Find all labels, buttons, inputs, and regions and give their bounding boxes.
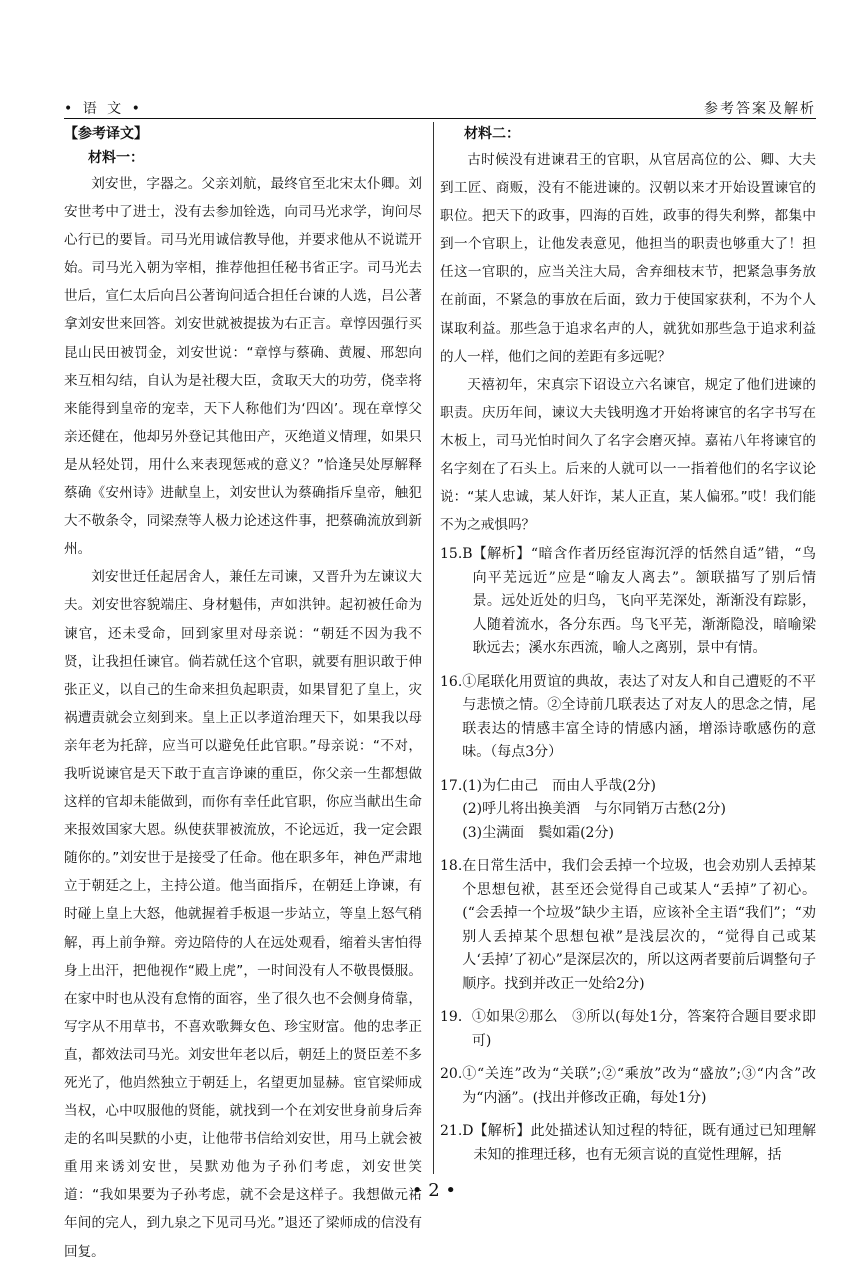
column-divider — [433, 122, 434, 1174]
header-rule — [64, 118, 816, 119]
paragraph: 古时候没有进谏君王的官职，从官居高位的公、卿、大夫到工匠、商贩，没有不能进谏的。汉朝以来才开始设置谏官的职位。把天下的政事，四海的百姓，政事的得失利弊，都集中到一个官职上，让他发表意见，他担当的职责也够重大了！担任这一官职的，应当关注大局，舍弃细枝末节，把紧急事务放在前面，不紧急的事放在后面，致力于使国家获利，不为个人谋取利益。那些急于追求名声的人，就犹如那些急于追求利益的人一样，他们之间的差距有多远呢？ — [440, 152, 816, 365]
answer-number: 21.D — [440, 1123, 474, 1140]
answer-text: (1)为仁由己 而由人乎哉(2分) — [462, 777, 656, 794]
answer-subline: (3)尘满面 鬓如霜(2分) — [462, 824, 614, 841]
paragraph: 刘安世迁任起居舍人，兼任左司谏，又晋升为左谏议大夫。刘安世容貌端庄、身材魁伟，声如洪钟。起初被任命为谏官，还未受命，回到家里对母亲说：“朝廷不因为我不贤，让我担任谏官。倘若就任这个官职，就要有胆识敢于伸张正义，以自己的生命来担负起职责，如果冒犯了皇上，灾祸遭责就会立刻到来。皇上正以孝道治理天下，如果我以母亲年老为托辞，应当可以避免任此官职。”母亲说：“不对，我听说谏官是天下敢于直言诤谏的重臣，你父亲一生都想做这样的官却未能做到，而你有幸任此官职，你应当献出生命来报效国家大恩。纵使获罪被流放，不论远近，我一定会跟随你的。”刘安世于是接受了任命。他在职多年，神色严肃地立于朝廷之上，主持公道。他当面指斥，在朝廷上诤谏，有时碰上皇上大怒，他就握着手板退一步站立，等皇上怒气稍解，再上前争辩。旁边陪侍的人在远处观看，缩着头害怕得身上出汗，把他视作“殿上虎”，一时间没有人不敬畏慑服。在家中时也从没有怠惰的面容，坐了很久也不会侧身倚靠，写字从不用草书，不喜欢歌舞女色、珍宝财富。他的忠孝正直，都效法司马光。刘安世年老以后，朝廷上的贤臣差不多死光了，他岿然独立于朝廷上，名望更加显赫。宦官梁师成当权，心中叹服他的贤能，就找到一个在刘安世身前身后奔走的名叫吴默的小吏，让他带书信给刘安世，用马上就会被重用来诱刘安世，吴默劝他为子孙们考虑，刘安世笑道：“我如果要为子孙考虑，就不会是这样子。我想做元祐年间的完人，到九泉之下见司马光。”退还了梁师成的信没有回复。 — [64, 569, 422, 1260]
answer-text: ①如果②那么 ③所以(每处1分，答案符合题目要求即可) — [471, 1009, 816, 1049]
answer-text: 【解析】“暗含作者历经宦海沉浮的恬然自适”错，“鸟向平芜远近”应是“喻友人离去”。颔联描写了别后情景。远处近处的归鸟，飞向平芜深处，渐渐没有踪影，人随着流水，各分东西。鸟飞平芜，渐渐隐没，暗喻梁耿远去；溪水东西流，喻人之离别，景中有情。 — [472, 546, 816, 657]
answer-item — [440, 1063, 816, 1110]
right-column — [440, 122, 816, 1177]
answer-item — [440, 1120, 816, 1167]
section-title: 【参考译文】 — [64, 126, 148, 142]
answer-item — [440, 855, 816, 996]
answer-item — [440, 1006, 816, 1053]
answer-text: ①尾联化用贾谊的典故，表达了对友人和自己遭贬的不平与悲愤之情。②全诗前几联表达了对友人的思念之情，尾联表达的情感丰富全诗的情感内涵，增添诗歌感伤的意味。（每点3分） — [462, 673, 816, 761]
subject-label: • 语 文 • — [64, 101, 143, 117]
answer-text: 【解析】此处描述认知过程的特征，既有通过已知理解未知的推理迁移，也有无须言说的直觉性理解，括 — [473, 1123, 816, 1163]
paragraph: 刘安世，字器之。父亲刘航，最终官至北宋太仆卿。刘安世考中了进士，没有去参加铨选，向司马光求学，询问尽心行已的要旨。司马光用诚信教导他，并要求他从不说谎开始。司马光入朝为宰相，推荐他担任秘书省正字。司马光去世后，宣仁太后向吕公著询问适合担任台谏的人选，吕公著拿刘安世来回答。刘安世就被提拔为右正言。章惇因强行买昆山民田被罚金，刘安世说：“章惇与蔡确、黄履、邢恕向来互相勾结，自认为是社稷大臣，贪取天大的功劳，侥幸将来能得到皇帝的宠幸，天下人称他们为‘四凶’。现在章惇父亲还健在，他却另外登记其他田产，灭绝道义情理，如果只是从轻处罚，用什么来表现惩戒的意义？”恰逢吴处厚解释蔡确《安州诗》进献皇上，刘安世认为蔡确指斥皇帝，触犯大不敬条令，同梁焘等人极力论述这件事，把蔡确流放到新州。 — [64, 176, 422, 558]
section-label: 参考答案及解析 — [704, 101, 816, 117]
answer-item — [440, 543, 816, 661]
material2-text — [440, 146, 816, 539]
answer-number: 18. — [440, 858, 463, 875]
translation-text — [64, 170, 422, 1266]
answer-item — [440, 671, 816, 765]
answer-number: 20. — [440, 1066, 463, 1083]
answer-text: ①“关连”改为“关联”;②“乘放”改为“盛放”;③“内含”改为“内涵”。(找出并修改正确，每处1分) — [462, 1066, 816, 1106]
answer-number: 15.B — [440, 546, 473, 563]
material2-title: 材料二： — [464, 126, 520, 142]
answer-number: 19． — [440, 1009, 472, 1026]
page-header — [64, 96, 816, 120]
answer-text: 在日常生活中，我们会丢掉一个垃圾，也会劝别人丢掉某个思想包袱，甚至还会觉得自己或某人“丢掉”了初心。(“会丢掉一个垃圾”缺少主语，应该补全主语“我们”；“劝别人丢掉某个思想包袱”是浅层次的，“觉得自己或某人‘丢掉’了初心”是深层次的，所以这两者要前后调整句子顺序。找到并改正一处给2分) — [462, 858, 816, 992]
answer-subline: (2)呼儿将出换美酒 与尔同销万古愁(2分) — [462, 801, 726, 818]
answer-item — [440, 775, 816, 846]
material1-title: 材料一： — [88, 150, 144, 166]
answer-number: 16. — [440, 673, 463, 690]
answer-list — [440, 543, 816, 1167]
answer-number: 17. — [440, 777, 463, 794]
left-column — [64, 122, 422, 1266]
paragraph: 天禧初年，宋真宗下诏设立六名谏官，规定了他们进谏的职责。庆历年间，谏议大夫钱明逸才开始将谏官的名字书写在木板上，司马光怕时间久了名字会磨灭掉。嘉祐八年将谏官的名字刻在了石头上。后来的人就可以一一指着他们的名字议论说：“某人忠诚，某人奸诈，某人正直，某人偏邪。”哎！我们能不为之戒惧吗？ — [440, 376, 816, 534]
page-number: • 2 • — [411, 1180, 457, 1201]
